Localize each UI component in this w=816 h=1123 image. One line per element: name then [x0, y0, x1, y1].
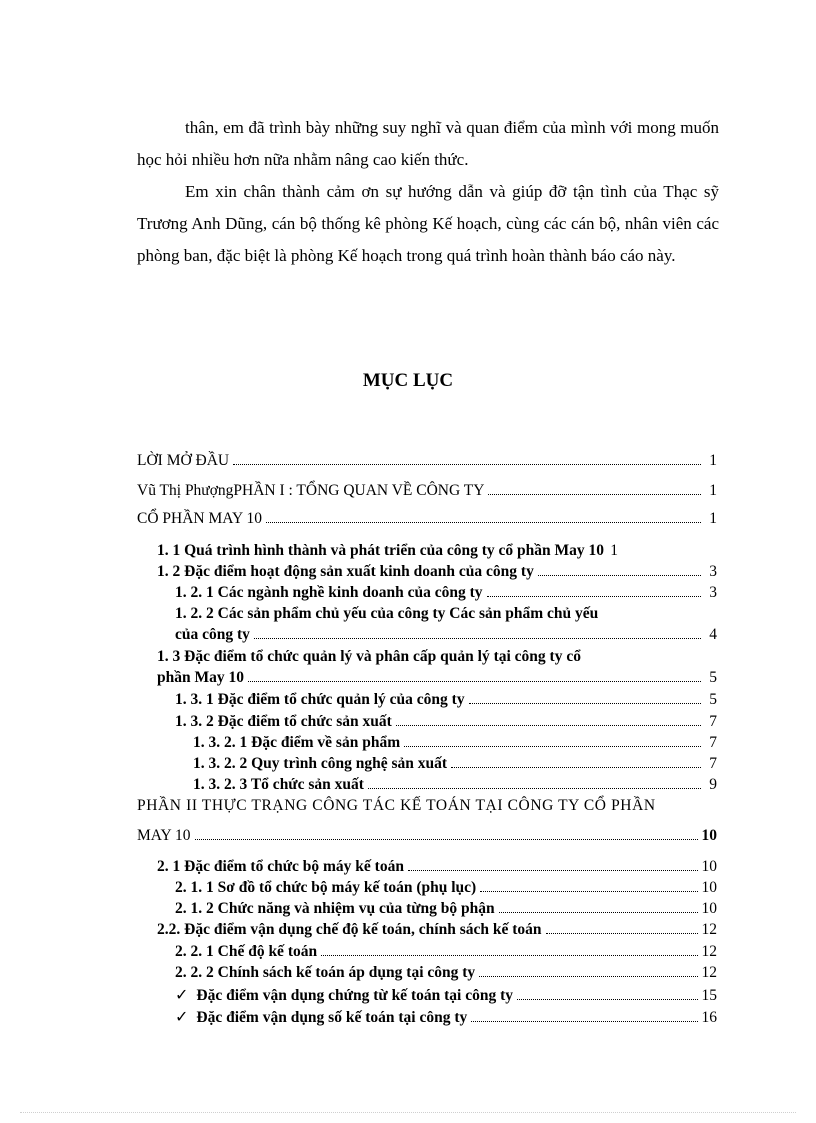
toc-entry-label: 1. 2 Đặc điểm hoạt động sản xuất kinh doanh của công ty [157, 563, 534, 580]
toc-entry-label: 1. 3. 1 Đặc điểm tổ chức quản lý của công ty [175, 691, 465, 708]
checkmark-icon: ✓ [175, 985, 189, 1004]
toc-entry-label-text: PHẦN II THỰC TRẠNG CÔNG TÁC KẾ TOÁN TẠI CÔNG TY CỔ PHẦN [137, 797, 656, 814]
toc-entry-page: 7 [709, 734, 717, 751]
toc-entry[interactable] [175, 1008, 717, 1027]
toc-entry[interactable] [175, 626, 717, 644]
toc-entry-label-cont: MAY 10 [137, 827, 191, 844]
toc-entry-page: 9 [709, 776, 717, 793]
intro-paragraph-1: thân, em đã trình bày những suy nghĩ và quan điểm của mình với mong muốn học hỏi nhiều hơn nữa nhằm nâng cao kiến thức. [137, 118, 719, 169]
toc-leader [546, 932, 698, 934]
toc-entry[interactable] [175, 879, 717, 897]
toc-entry[interactable] [193, 776, 717, 794]
toc-entry-page: 7 [709, 713, 717, 730]
toc-entry-page: 10 [701, 827, 717, 844]
toc-leader [499, 911, 698, 913]
toc-entry-label: Vũ Thị PhượngPHẦN I : TỔNG QUAN VỀ CÔNG TY [137, 482, 485, 499]
toc-entry-label-cont: của công ty [175, 626, 250, 643]
toc-entry[interactable] [137, 510, 717, 528]
toc-leader [233, 463, 701, 465]
toc-leader [488, 493, 701, 495]
toc-entry-label: 1. 3. 2. 2 Quy trình công nghệ sản xuất [193, 755, 448, 772]
toc-entry[interactable] [137, 827, 717, 845]
toc-leader [408, 869, 698, 871]
toc-entry-page: 7 [709, 755, 717, 772]
toc-leader [321, 954, 697, 956]
toc-entry[interactable] [193, 734, 717, 752]
checkmark-icon: ✓ [175, 1007, 189, 1026]
toc-entry-page: 10 [701, 858, 717, 875]
toc-entry[interactable] [175, 986, 717, 1005]
toc-entry[interactable] [175, 943, 717, 961]
toc-entry-page: 5 [709, 691, 717, 708]
toc-entry-page: 1 [610, 542, 618, 559]
toc-leader [451, 766, 701, 768]
toc-entry-label: Đặc điểm vận dụng chứng từ kế toán tại công ty [196, 987, 513, 1004]
toc-entry-label-cont: phần May 10 [157, 669, 244, 686]
toc-entry-page: 12 [701, 964, 717, 981]
toc-leader [469, 702, 701, 704]
toc-leader [248, 680, 701, 682]
toc-entry[interactable] [157, 921, 717, 939]
toc-leader [538, 574, 701, 576]
toc-entry-page: 12 [701, 921, 717, 938]
toc-entry-label[interactable]: 1. 2. 2 Các sản phẩm chủ yếu của công ty Các sản phẩm chủ yếu [175, 605, 599, 622]
toc-entry[interactable] [157, 563, 717, 581]
toc-entry-page: 16 [701, 1009, 717, 1026]
toc-entry-label: 2. 1 Đặc điểm tổ chức bộ máy kế toán [157, 858, 404, 875]
toc-entry-label: 2. 1. 2 Chức năng và nhiệm vụ của từng bộ phận [175, 900, 495, 917]
toc-entry-page: 15 [701, 987, 717, 1004]
toc-leader [487, 595, 702, 597]
toc-leader [404, 745, 701, 747]
toc-entry[interactable] [157, 669, 717, 687]
toc-entry-label: 1. 3. 2 Đặc điểm tổ chức sản xuất [175, 713, 392, 730]
toc-entry[interactable] [175, 900, 717, 918]
toc-entry-label: 2. 2. 1 Chế độ kế toán [175, 943, 318, 960]
page-bottom-border [20, 1112, 796, 1113]
toc-entry[interactable] [175, 691, 717, 709]
toc-entry-page: 10 [701, 900, 717, 917]
toc-leader [195, 838, 698, 840]
toc-entry[interactable] [137, 482, 717, 500]
toc-entry-page: 1 [709, 452, 717, 469]
toc-leader [368, 787, 701, 789]
toc-entry[interactable] [175, 584, 717, 602]
toc-entry-label: 1. 3. 2. 3 Tổ chức sản xuất [193, 776, 364, 793]
toc-entry-label: CỔ PHẦN MAY 10 [137, 510, 263, 527]
toc-entry-page: 4 [709, 626, 717, 643]
toc-entry[interactable] [157, 858, 717, 876]
toc-entry-page: 12 [701, 943, 717, 960]
toc-entry-page: 5 [709, 669, 717, 686]
toc-leader [479, 975, 697, 977]
toc-entry-page: 10 [701, 879, 717, 896]
toc-entry[interactable] [193, 755, 717, 773]
toc-entry[interactable] [175, 713, 717, 731]
toc-entry-label: 2. 2. 2 Chính sách kế toán áp dụng tại công ty [175, 964, 476, 981]
toc-entry-label: 2.2. Đặc điểm vận dụng chế độ kế toán, chính sách kế toán [157, 921, 542, 938]
toc-entry-page: 3 [709, 584, 717, 601]
toc-entry-page: 1 [709, 510, 717, 527]
toc-leader [266, 521, 701, 523]
toc-entry[interactable] [137, 452, 717, 470]
toc-entry-label[interactable]: 1. 3 Đặc điểm tổ chức quản lý và phân cấp quản lý tại công ty cổ [157, 648, 581, 665]
intro-paragraph-2: Em xin chân thành cảm ơn sự hướng dẫn và giúp đỡ tận tình của Thạc sỹ Trương Anh Dũng, cán bộ thống kê phòng Kế hoạch, cùng các cán bộ, nhân viên các phòng ban, đặc biệt là phòng Kế hoạch trong quá trình hoàn thành báo cáo này. [137, 182, 719, 265]
toc-entry-page: 1 [709, 482, 717, 499]
toc-title: MỤC LỤC [362, 370, 454, 391]
toc-entry-label: 1. 3. 2. 1 Đặc điểm về sản phẩm [193, 734, 401, 751]
toc-entry-label: LỜI MỞ ĐẦU [137, 452, 230, 469]
toc-entry-label: 2. 1. 1 Sơ đồ tổ chức bộ máy kế toán (phụ lục) [175, 879, 477, 896]
toc-leader [517, 998, 698, 1000]
toc-entry-label[interactable] [137, 797, 717, 815]
toc-leader [480, 890, 697, 892]
toc-entry-label: 1. 2. 1 Các ngành nghề kinh doanh của công ty [175, 584, 483, 601]
toc-entry-label: 1. 1 Quá trình hình thành và phát triển của công ty cổ phần May 10 [157, 542, 604, 559]
toc-leader [471, 1020, 697, 1022]
toc-entry-page: 3 [709, 563, 717, 580]
toc-leader [254, 637, 701, 639]
toc-entry[interactable] [157, 542, 717, 560]
toc-entry[interactable] [175, 964, 717, 982]
toc-entry-label: Đặc điểm vận dụng số kế toán tại công ty [196, 1009, 468, 1026]
toc-leader [396, 724, 701, 726]
